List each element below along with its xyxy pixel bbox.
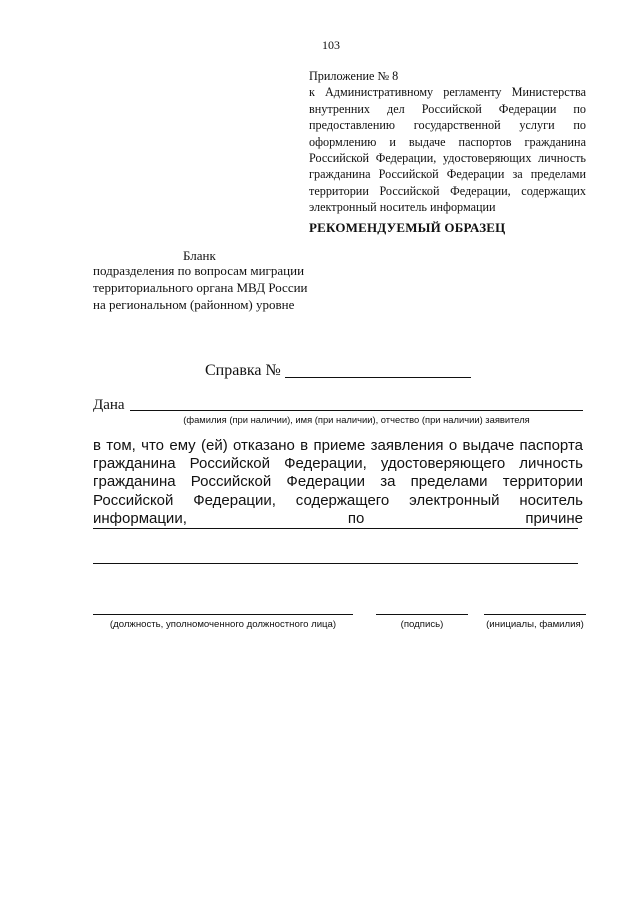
initials-surname-caption: (инициалы, фамилия)	[486, 619, 584, 630]
blank-line: территориального органа МВД России	[93, 279, 308, 295]
official-position-caption: (должность, уполномоченного должностного лица)	[109, 619, 337, 630]
certificate-title: Справка №	[205, 362, 281, 379]
page-number: 103	[322, 38, 340, 52]
blank-title: Бланк	[183, 248, 216, 263]
refusal-text: в том, что ему (ей) отказано в приеме заявления о выдаче паспорта гражданина Российской Федерации, удостоверяющего личность гражданина Российской Федерации за пределами территории Российской Федерации, содержащего электронный носитель информации, по причине	[93, 437, 583, 527]
annex-title: Приложение № 8	[309, 69, 399, 83]
blank-line: подразделения по вопросам миграции	[93, 263, 305, 278]
blank-line: на региональном (районном) уровне	[93, 296, 295, 312]
sample-label: РЕКОМЕНДУЕМЫЙ ОБРАЗЕЦ	[309, 220, 506, 235]
signature-field[interactable]	[376, 614, 468, 615]
annex-header	[309, 68, 586, 216]
official-position-field[interactable]	[93, 614, 353, 615]
certificate-number-field[interactable]	[285, 377, 471, 378]
issued-to-label: Дана	[93, 397, 125, 413]
blank-issuer	[93, 263, 308, 313]
applicant-name-field[interactable]	[130, 410, 583, 411]
reason-line[interactable]	[93, 528, 578, 529]
signature-caption: (подпись)	[400, 619, 444, 630]
applicant-name-caption: (фамилия (при наличии), имя (при наличии), отчество (при наличии) заявителя	[183, 414, 530, 425]
annex-body: к Административному регламенту Министерства внутренних дел Российской Федерации по предоставлению государственной услуги по оформлению и выдаче паспортов гражданина Российской Федерации, удостоверяющих личность гражданина Российской Федерации за пределами территории Российской Федерации, содержащих электронный носитель информации	[309, 85, 586, 215]
initials-surname-field[interactable]	[484, 614, 586, 615]
reason-line[interactable]	[93, 563, 578, 564]
